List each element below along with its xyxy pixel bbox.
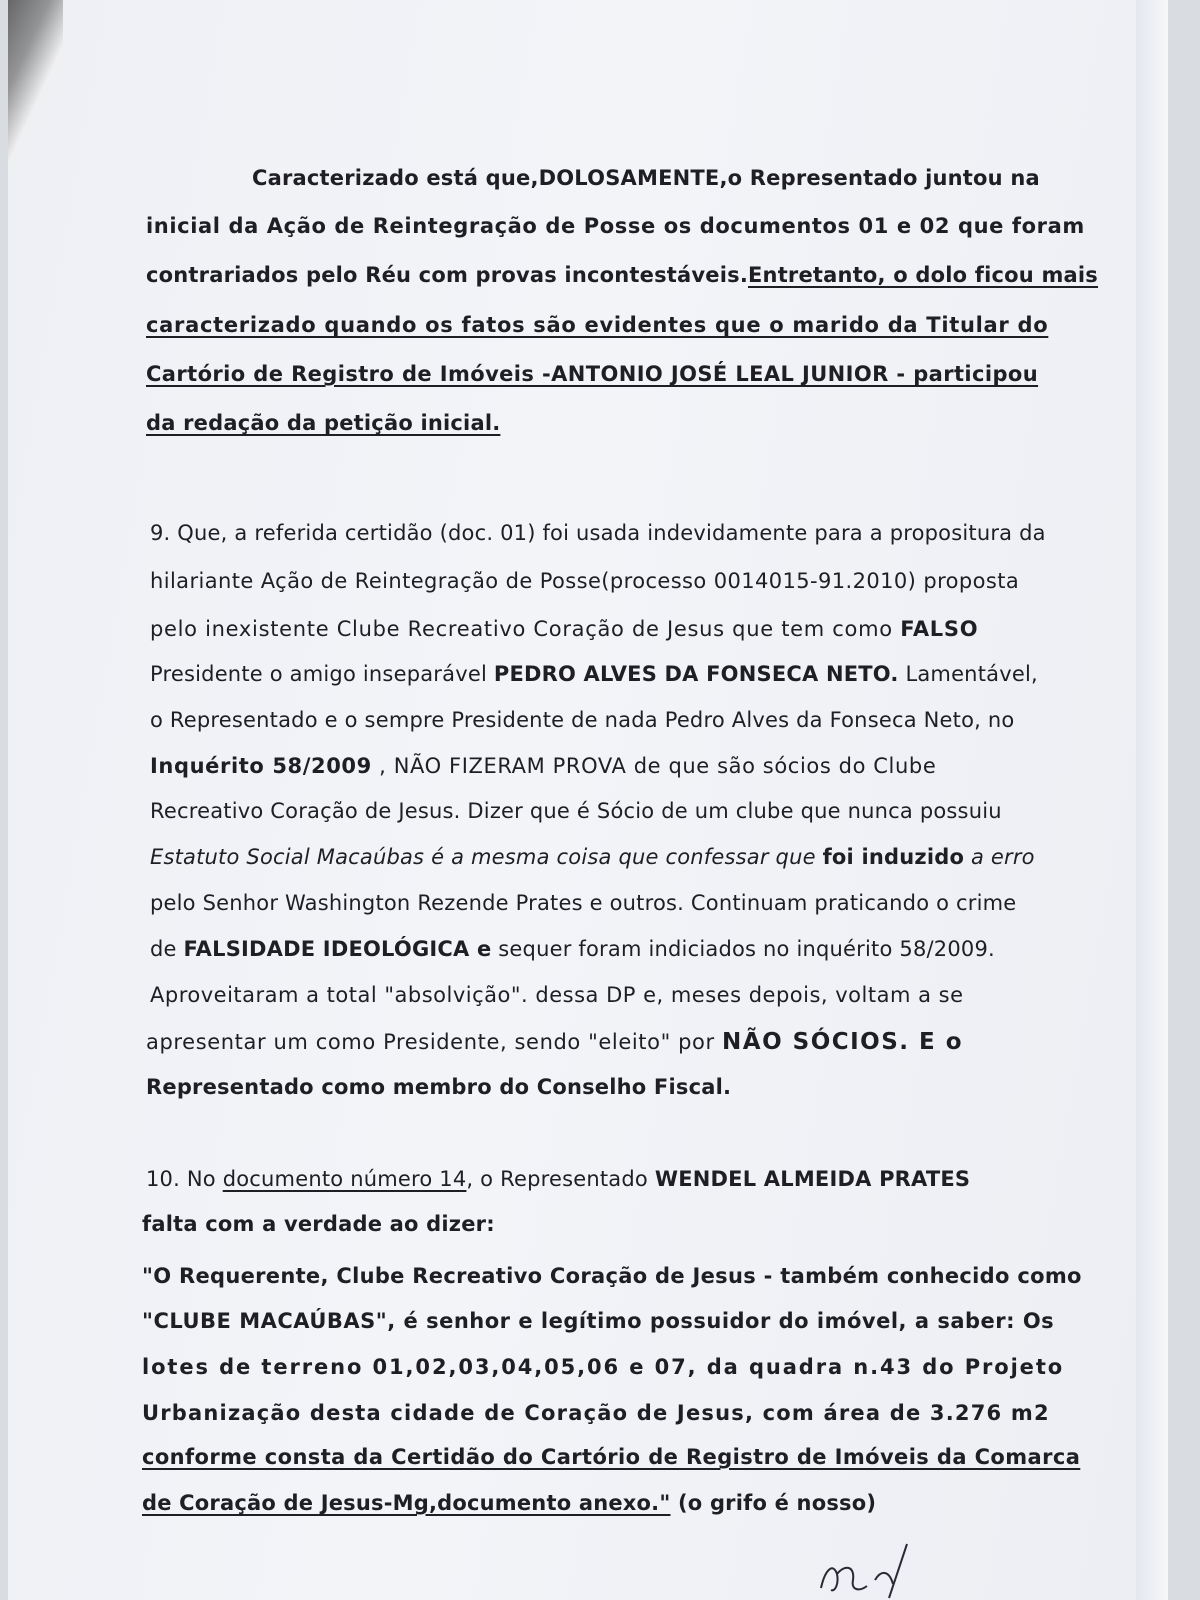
para1-line4-text: caracterizado quando os fatos são evidentes que o marido da Titular do	[146, 313, 1049, 337]
para10-quote1	[142, 1264, 1082, 1288]
para9-line8	[150, 845, 1035, 869]
para10-quote6-tail: (o grifo é nosso)	[670, 1491, 877, 1515]
para9-line8-italic: Estatuto Social Macaúbas é a mesma coisa que confessar que	[150, 845, 823, 869]
para9-line9-text: pelo Senhor Washington Rezende Prates e outros. Continuam praticando o crime	[150, 891, 1017, 915]
para9-line11	[150, 983, 964, 1007]
para9-line5	[150, 708, 1014, 732]
para9-line2	[150, 569, 1019, 593]
para9-line13-text: Representado como membro do Conselho Fiscal.	[146, 1075, 732, 1099]
para9-line10-tail: sequer foram indiciados no inquérito 58/2009.	[491, 937, 995, 961]
para1-line2	[146, 214, 1085, 238]
para10-quote3	[142, 1355, 1064, 1379]
para10-line1-mid: , o Representado	[466, 1167, 655, 1191]
para10-quote5	[142, 1445, 1080, 1469]
para9-line7	[150, 799, 1002, 823]
para9-line3-bold: FALSO	[900, 617, 979, 641]
para9-line10-text: de	[150, 937, 184, 961]
para10-line1-bold: WENDEL ALMEIDA PRATES	[654, 1167, 971, 1191]
para9-line1	[150, 521, 1046, 545]
para1-line1	[252, 166, 1040, 190]
para9-line13	[146, 1075, 731, 1099]
para10-quote2-text: "CLUBE MACAÚBAS", é senhor e legítimo possuidor do imóvel, a saber: Os	[142, 1309, 1055, 1333]
para10-quote2	[142, 1309, 1054, 1333]
para10-line1	[146, 1167, 970, 1191]
para9-line3	[150, 617, 978, 641]
para10-quote6	[142, 1491, 876, 1515]
para10-quote3-text: lotes de terreno 01,02,03,04,05,06 e 07, da quadra n.43 do Projeto	[142, 1355, 1065, 1379]
para9-line4-tail: Lamentável,	[898, 662, 1038, 686]
para9-line6	[150, 754, 936, 778]
para1-line2-text: inicial da Ação de Reintegração de Posse os documentos 01 e 02 que foram	[146, 214, 1085, 238]
para9-line12	[146, 1029, 963, 1055]
para10-quote5-text: conforme consta da Certidão do Cartório de Registro de Imóveis da Comarca	[142, 1445, 1081, 1469]
para10-quote1-text: "O Requerente, Clube Recreativo Coração de Jesus - também conhecido como	[142, 1264, 1082, 1288]
para9-line8-bold: foi induzido	[822, 845, 965, 869]
para10-quote4	[142, 1401, 1050, 1425]
para9-line6-text: , NÃO FIZERAM PROVA de que são sócios do Clube	[371, 754, 937, 778]
para1-line3	[146, 263, 1098, 287]
para9-line8-tail: a erro	[964, 845, 1035, 869]
para9-line3-text: pelo inexistente Clube Recreativo Coração de Jesus que tem como	[150, 617, 893, 641]
para1-line1-text: Caracterizado está que,DOLOSAMENTE,o Representado juntou na	[252, 166, 1040, 190]
para9-line10-bold: FALSIDADE IDEOLÓGICA e	[183, 937, 492, 961]
para9-line11-text: Aproveitaram a total "absolvição". dessa DP e, meses depois, voltam a se	[150, 983, 964, 1007]
para9-line5-text: o Representado e o sempre Presidente de nada Pedro Alves da Fonseca Neto, no	[150, 708, 1015, 732]
para9-line1-text: 9. Que, a referida certidão (doc. 01) foi usada indevidamente para a propositura da	[150, 521, 1046, 545]
para9-line12-bold: NÃO SÓCIOS. E o	[722, 1029, 964, 1055]
para9-line4-text: Presidente o amigo inseparável	[150, 662, 494, 686]
para1-line3-text: contrariados pelo Réu com provas incontestáveis.	[146, 263, 748, 287]
para10-line1-text: 10. No	[146, 1167, 223, 1191]
para9-line10	[150, 937, 995, 961]
para10-line1-underlined: documento número 14	[222, 1167, 467, 1191]
signature-initials	[815, 1540, 925, 1600]
para1-line5	[146, 362, 1038, 386]
para1-line4	[146, 313, 1048, 337]
para9-line4-bold: PEDRO ALVES DA FONSECA NETO.	[493, 662, 899, 686]
para10-quote4-text: Urbanização desta cidade de Coração de Jesus, com área de 3.276 m2	[142, 1401, 1050, 1425]
para1-line5-text: Cartório de Registro de Imóveis -ANTONIO JOSÉ LEAL JUNIOR - participou	[146, 362, 1039, 386]
para10-line2-text: falta com a verdade ao dizer:	[142, 1212, 495, 1236]
para10-line2	[142, 1212, 495, 1236]
para9-line4	[150, 662, 1038, 686]
para9-line6-bold: Inquérito 58/2009	[150, 754, 372, 778]
para9-line9	[150, 891, 1016, 915]
para9-line7-text: Recreativo Coração de Jesus. Dizer que é Sócio de um clube que nunca possuiu	[150, 799, 1002, 823]
para1-line3-underlined: Entretanto, o dolo ficou mais	[748, 263, 1099, 287]
para1-line6-text: da redação da petição inicial.	[146, 411, 501, 435]
para9-line12-text: apresentar um como Presidente, sendo "eleito" por	[146, 1030, 723, 1054]
para1-line6	[146, 411, 500, 435]
para9-line2-text: hilariante Ação de Reintegração de Posse(processo 0014015-91.2010) proposta	[150, 569, 1020, 593]
para10-quote6-underlined: de Coração de Jesus-Mg,documento anexo."	[142, 1491, 671, 1515]
